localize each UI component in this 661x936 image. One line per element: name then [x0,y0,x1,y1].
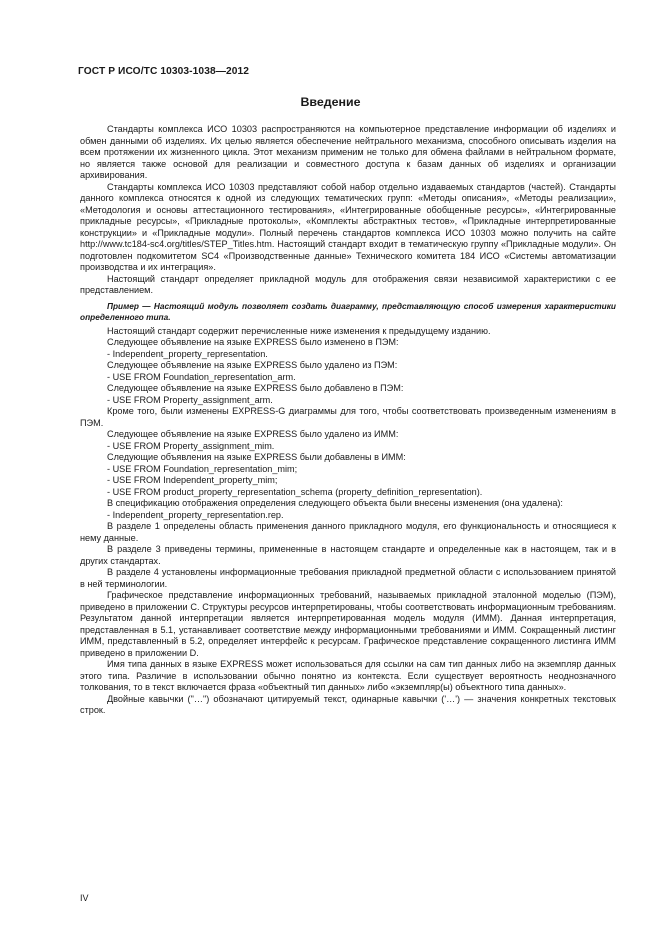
change-line: Настоящий стандарт содержит перечисленные ниже изменения к предыдущему изданию. [107,325,491,336]
change-line: Следующее объявление на языке EXPRESS было удалено из ПЭМ: [107,360,398,370]
change-line: Следующие объявления на языке EXPRESS были добавлены в ИММ: [107,452,406,462]
paragraph: В разделе 4 установлены информационные требования прикладной предметной области с использованием принятой в ней терминологии. [80,567,616,589]
paragraph: Стандарты комплекса ИСО 10303 представляют собой набор отдельно издаваемых стандартов (частей). Стандарты данного комплекса относятся к одной из следующих тематических групп: «Методы описания», «Методы реализации», «Методология и основы аттестационного тестирования», «Интегрированные обобщенные ресурсы», «Интегрированные прикладные ресурсы», «Прикладные протоколы», «Комплекты абстрактных тестов», «Прикладные интерпретированные конструкции» и «Прикладные модули». Полный перечень стандартов комплекса ИСО 10303 можно получить на сайте http://www.tc184-sc4.org/titles/STEP_Titles.htm. Настоящий стандарт входит в тематическую группу «Прикладные модули». Он подготовлен подкомитетом SC4 «Производственные данные» Технического комитета 184 ИСО «Системы автоматизации производства и их интеграция». [80,181,616,272]
paragraph: В разделе 3 приведены термины, примененные в настоящем стандарте и определенные как в настоящем, так и в других стандартах. [80,544,616,566]
change-line: - Independent_property_representation.rep. [107,509,284,520]
paragraph: Стандарты комплекса ИСО 10303 распространяются на компьютерное представление информации об изделиях и обмен данными об изделиях. Их целью является обеспечение нейтрального механизма, способного описывать изделия на всем протяжении их жизненного цикла. Этот механизм применим не только для обмена файлами в нейтральном формате, но является также основой для реализации и совместного доступа к базам данных об изделиях и организации архивирования. [80,124,616,180]
change-line: - USE FROM Property_assignment_mim. [107,440,275,451]
change-line: - Independent_property_representation. [107,348,268,359]
change-line: - USE FROM Property_assignment_arm. [107,394,273,405]
change-line: - USE FROM Independent_property_mim; [107,475,278,485]
standard-header: ГОСТ Р ИСО/ТС 10303-1038—2012 [78,66,250,77]
change-line: - USE FROM Foundation_representation_mim; [107,463,298,474]
paragraph: В разделе 1 определены область применения данного прикладного модуля, его функциональность и относящиеся к нему данные. [80,521,616,543]
change-line: - USE FROM Foundation_representation_arm. [107,371,296,382]
change-line: В спецификацию отображения определения следующего объекта были внесены изменения (она удалена): [107,498,563,508]
paragraph: Настоящий стандарт определяет прикладной модуль для отображения связи независимой характеристики с ее представлением. [80,273,616,295]
change-line: - USE FROM product_property_representation_schema (property_definition_representation). [107,486,483,497]
change-line: Следующее объявление на языке EXPRESS было изменено в ПЭМ: [107,337,399,347]
section-title: Введение [300,95,361,109]
change-line: Следующее объявление на языке EXPRESS было удалено из ИММ: [107,429,399,439]
paragraph: Имя типа данных в языке EXPRESS может использоваться для ссылки на сам тип данных либо на экземпляр данных этого типа. Различие в использовании обычно понятно из контекста. Если существует вероятность неоднозначного толкования, то в текст включается фраза «объектный тип данных» либо «экземпляр(ы) объектного типа данных». [80,659,616,692]
paragraph: Двойные кавычки ("…") обозначают цитируемый текст, одинарные кавычки ('…') — значения конкретных текстовых строк. [80,693,616,715]
paragraph: Графическое представление информационных требований, называемых прикладной эталонной моделью (ПЭМ), приведено в приложении С. Структуры ресурсов интерпретированы, чтобы соответствовать информационным требованиям. Результатом данной интерпретации является интерпретированная модель модуля (ИММ). Данная интерпретация, представленная в 5.1, устанавливает соответствие между информационными требованиями и ИММ. Сокращенный листинг ИММ, представленный в 5.2, определяет интерфейс к ресурсам. Графическое представление сокращенного листинга ИММ приведено в приложении D. [80,590,616,658]
change-line: Следующее объявление на языке EXPRESS было добавлено в ПЭМ: [107,383,404,393]
change-line: Кроме того, были изменены EXPRESS-G диаграммы для того, чтобы соответствовать произведенным изменениям в ПЭМ. [80,406,616,428]
example-note: Пример — Настоящий модуль позволяет создать диаграмму, представляющую способ измерения характеристики определенного типа. [80,300,616,322]
document-body [80,124,616,717]
page-number: IV [80,893,89,903]
